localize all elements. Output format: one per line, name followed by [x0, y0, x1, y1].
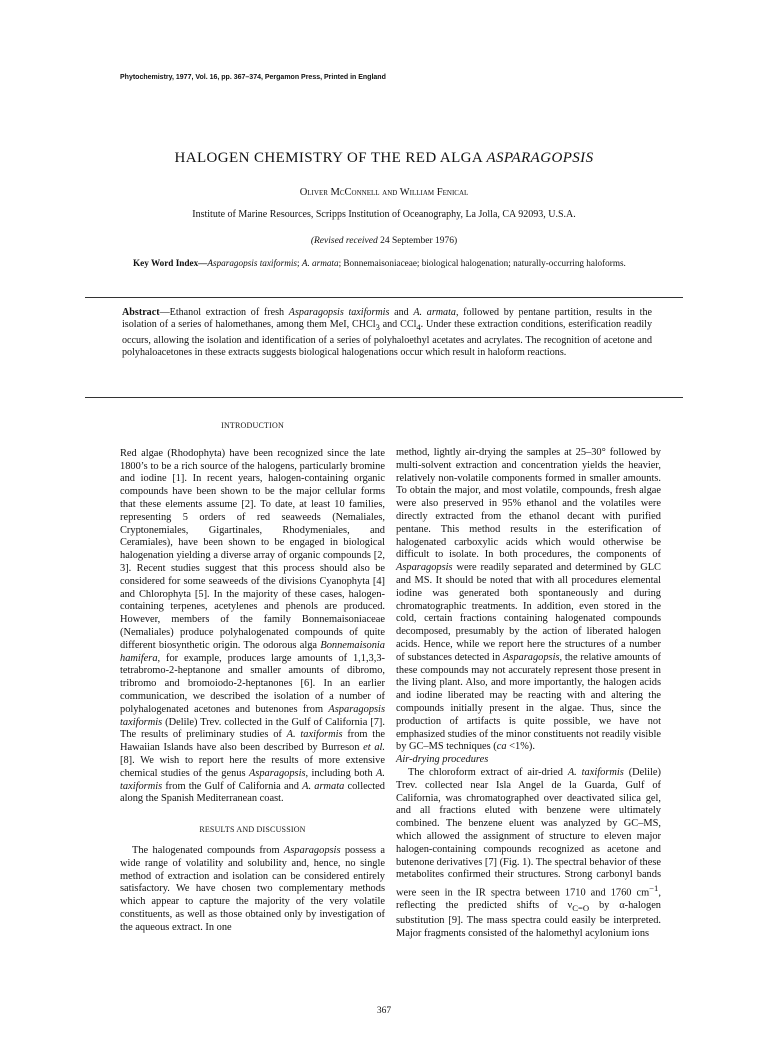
abstract-subscript: 3: [375, 323, 380, 333]
results-paragraph: [120, 845, 385, 935]
species-name: A. taxiformis: [286, 729, 343, 741]
approx-term: ca: [496, 741, 507, 753]
species-name: A. taxiformis: [567, 766, 624, 778]
abstract-text: —Ethanol extraction of fresh: [159, 307, 289, 318]
abstract-text: and: [389, 307, 414, 318]
species-name: Asparagopsis: [283, 844, 341, 856]
kwi-rest: ; Bonnemaisoniaceae; biological halogenation; naturally-occurring haloforms.: [338, 258, 626, 268]
abstract-species: A. armata: [413, 307, 456, 318]
authors: Oliver McConnell and William Fenical: [299, 187, 469, 198]
abstract-text: . Under these extraction conditions, esterification readily occurs, allowing the isolation and identification of a series of polyhaloethyl acetates and acrylates. The recognition of acetone and polyhaloacetones in these extracts suggests biological halogenations occur which result in haloform reactions.: [122, 319, 653, 358]
body-text: (Delile) Trev. collected in the Gulf of California [7]. The results of preliminary studies of: [120, 716, 385, 741]
body-text: , including both: [305, 767, 377, 779]
body-text: from the Hawaiian Islands have also been described by Burreson: [120, 729, 385, 754]
journal-citation: Phytochemistry, 1977, Vol. 16, pp. 367–374, Pergamon Press, Printed in England: [120, 74, 386, 81]
introduction-paragraph: [120, 448, 385, 806]
affiliation: Institute of Marine Resources, Scripps Institution of Oceanography, La Jolla, CA 92093, U.S.A.: [192, 209, 576, 220]
body-text: by α-halogen substitution [9]. The mass spectra could easily be interpreted. Major fragments consisted of the halomethyl acylonium ions: [396, 900, 662, 940]
right-column: [396, 447, 661, 941]
abstract-text: and CCl: [379, 319, 417, 331]
revised-day: 24 September: [380, 236, 433, 246]
abstract-species: Asparagopsis taxiformis: [288, 307, 390, 318]
body-text: method, lightly air-drying the samples at 25–30° followed by multi-solvent extraction and concentration yields the heavier, relatively non-volatile components formed in smaller amounts. To obtain the major, and most volatile, compounds, fresh algae were also preserved in 95% ethanol and the volatiles were directly extracted from the ethanol decant with purified pentane. This method results in the esterification of halogenated carboxylic acids which would otherwise be difficult to isolate. In both procedures, the components of: [396, 447, 661, 561]
title-genus: ASPARAGOPSIS: [486, 150, 594, 166]
body-text: possess a wide range of volatility and solubility and, hence, no single method of extraction and isolation can be considered entirely satisfactory. We have chosen two complementary methods which appear to capture the majority of the very volatile constituents, as well as those obtained only by investigation of the aqueous extract. In one: [120, 844, 386, 933]
kwi-sep: ;: [296, 258, 302, 268]
key-word-index: [133, 258, 638, 270]
abstract-subscript: 4: [416, 323, 421, 333]
body-text: The chloroform extract of air-dried: [408, 766, 568, 778]
superscript: −1: [649, 883, 659, 894]
air-drying-paragraph: [396, 767, 661, 941]
species-name: A. armata: [302, 780, 345, 792]
body-text: Red algae (Rhodophyta) have been recognized since the late 1800’s to be a rich source of the halogens, particularly bromine and iodine [1]. In recent years, halogen-containing organic compounds have been shown to be the major cellular forms that these elements assume [2]. To date, at least 10 families, representing 5 orders of red seaweeds (Nemaliales, Cryptonemiales, Gigartinales, Rhodymeniales, and Ceramiales), have been shown to be engaged in biological halogenation yielding a diverse array of organic compounds [2, 3]. Recent studies suggest that this process should also be considered for some seaweeds of the divisions Cyanophyta [4] and Chlorophyta [5]. In the majority of these cases, halogen-containing terpenes, acetylenes and phenols are produced. However, members of the family Bonnemaisoniaceae (Nemaliales) produce polyhalogenated compounds of quite different biosynthetic origin. The odorous alga: [120, 447, 385, 651]
results-heading: RESULTS AND DISCUSSION: [199, 825, 306, 835]
species-name: Bonnemaisonia hamifera: [120, 639, 385, 664]
air-drying-subheading: Air-drying procedures: [396, 754, 489, 766]
article-title: [0, 150, 768, 167]
species-name: Asparagopsis: [396, 562, 453, 574]
body-text: (Delile) Trev. collected near Isla Angel de la Guarda, Gulf of California, was chromatographed over deactivated silica gel, and all fractions eluted with benzene were ultimately combined. The benzene eluent was analyzed by GC–MS, which allowed the assignment of structure to eleven major halogen-containing compounds recognized as acetone and butenone derivatives [7] (Fig. 1). The spectral behavior of these metabolites confirmed their structures. Strong carbonyl bands were seen in the IR spectra between 1710 and 1760 cm: [396, 766, 662, 899]
species-name: A. taxiformis: [120, 767, 385, 792]
subscript: C=O: [572, 903, 590, 914]
abstract-text: , followed by pentane partition, results in the isolation of a series of halomethanes, among them MeI, CHCl: [122, 307, 652, 331]
abstract-bottom-rule: [85, 397, 683, 398]
title-main: HALOGEN CHEMISTRY OF THE RED ALGA: [174, 150, 483, 166]
methods-paragraph: [396, 447, 661, 754]
abstract: [122, 307, 652, 359]
body-text: from the Gulf of California and: [162, 780, 303, 792]
body-text: [8]. We wish to report here the results of more extensive chemical studies of the genus: [120, 754, 385, 779]
kwi-label: Key Word Index—: [133, 258, 208, 268]
body-text: , the relative amounts of these compounds may not accurately represent those present in the living plant. Also, and more importantly, the halogen acids and iodine liberated may be reacting with and altering the compounds initially present in the algae. Thus, since the production of artifacts is quite possible, we have not emphasized studies of the minor constituents not readily visible by GC–MS techniques (: [396, 651, 661, 753]
kwi-species-1: Asparagopsis taxiformis: [207, 258, 297, 268]
page-number: 367: [376, 1006, 392, 1016]
species-name: Asparagopsis: [502, 651, 560, 663]
abstract-label: Abstract: [122, 307, 160, 318]
body-text: <1%).: [506, 741, 535, 753]
revised-year: 1976): [435, 236, 458, 246]
species-name: Asparagopsis taxiformis: [120, 703, 385, 728]
species-name: Asparagopsis: [248, 767, 306, 779]
revised-label: (Revised received: [310, 236, 378, 246]
left-column: [120, 420, 385, 934]
body-text: , for example, produces large amounts of 1,1,3,3-tetrabromo-2-heptanone and smaller amounts of dibromo, tribromo and bromoiodo-2-heptanones [6]. In an earlier communication, we described the isolation of a number of polyhalogenated acetones and butenones from: [120, 652, 385, 715]
kwi-species-2: A. armata: [301, 258, 339, 268]
citation-et-al: et al.: [363, 742, 386, 754]
revised-date: [0, 236, 768, 246]
body-text: were readily separated and determined by GLC and MS. It should be noted that with all procedures elemental iodine was generated both spontaneously and during chromatographic treatments. In addition, even stored in the cold, certain fractions containing halogenated compounds decomposed, presumably by the action of liberated halogen acids. Hence, while we report here the structures of a number of substances detected in: [396, 562, 661, 663]
body-text: , reflecting the predicted shifts of ν: [396, 887, 661, 912]
abstract-top-rule: [85, 297, 683, 298]
body-text: collected along the Spanish Mediterranean coast.: [120, 780, 385, 805]
body-text: The halogenated compounds from: [132, 844, 284, 856]
introduction-heading: INTRODUCTION: [221, 421, 284, 430]
